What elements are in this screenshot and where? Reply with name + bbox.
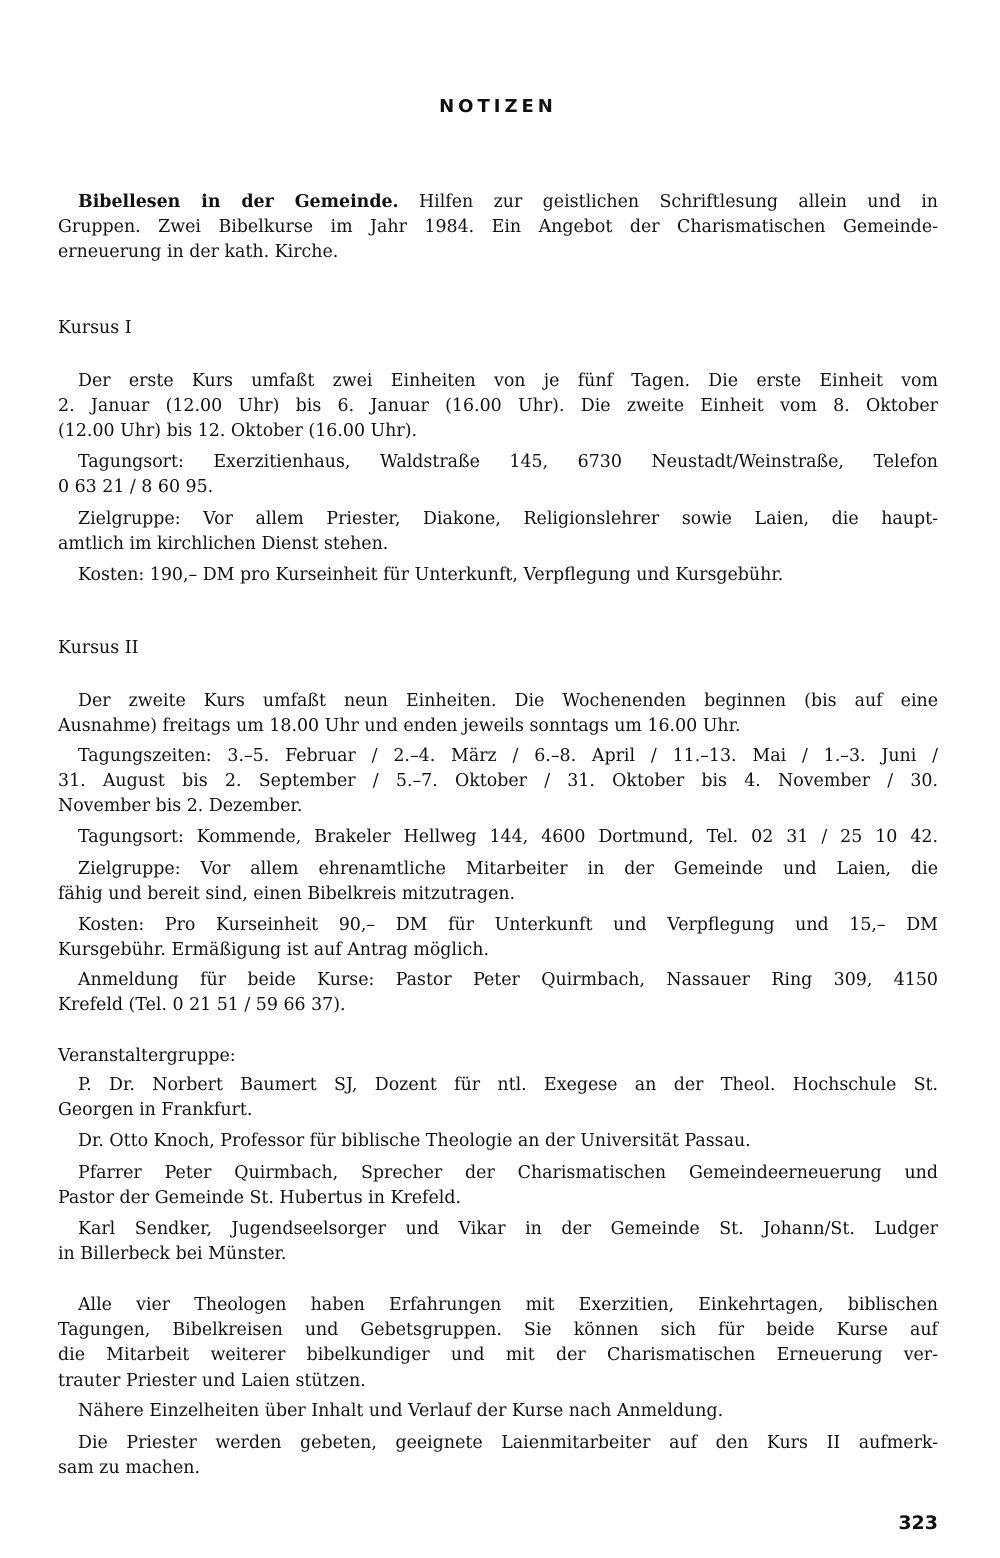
intro-paragraph: [78, 190, 938, 215]
k2-p5-first: Kosten: Pro Kurseinheit 90,– DM für Unterkunft und Verpflegung und 15,– DM: [78, 915, 938, 935]
c-p3-rest: sam zu machen.: [58, 1458, 201, 1478]
k2-p5-rest: Kursgebühr. Ermäßigung ist auf Antrag möglich.: [58, 940, 490, 960]
v-p3-first: Pfarrer Peter Quirmbach, Sprecher der Charismatischen Gemeindeerneuerung und: [78, 1163, 938, 1183]
kursus-2-heading: Kursus II: [58, 638, 139, 658]
k1-p2-first: Tagungsort: Exerzitienhaus, Waldstraße 145, 6730 Neustadt/Weinstraße, Telefon: [78, 452, 938, 472]
k2-p4-rest: fähig und bereit sind, einen Bibelkreis mitzutragen.: [58, 884, 516, 904]
k2-p2-first: Tagungszeiten: 3.–5. Februar / 2.–4. März / 6.–8. April / 11.–13. Mai / 1.–3. Juni /: [78, 746, 938, 766]
intro-lead: Bibellesen in der Gemeinde.: [78, 192, 399, 212]
c-p2: Nähere Einzelheiten über Inhalt und Verlauf der Kurse nach Anmeldung.: [78, 1401, 724, 1421]
intro-line-1: Bibellesen in der Gemeinde. Hilfen zur geistlichen Schriftlesung allein und in: [78, 192, 938, 212]
c-p3-first: Die Priester werden gebeten, geeignete Laienmitarbeiter auf den Kurs II aufmerk-: [78, 1433, 938, 1453]
k1-p1-first: Der erste Kurs umfaßt zwei Einheiten von je fünf Tagen. Die erste Einheit vom: [78, 371, 938, 391]
k2-p6-rest: Krefeld (Tel. 0 21 51 / 59 66 37).: [58, 995, 346, 1015]
page-title: NOTIZEN: [439, 96, 557, 117]
k1-p3-first: Zielgruppe: Vor allem Priester, Diakone, Religionslehrer sowie Laien, die haupt-: [78, 509, 938, 529]
k2-p2-rest: 31. August bis 2. September / 5.–7. Oktober / 31. Oktober bis 4. November / 30. November bis 2. Dezember.: [58, 771, 938, 817]
v-p3-rest: Pastor der Gemeinde St. Hubertus in Krefeld.: [58, 1188, 461, 1208]
page-number: 323: [898, 1512, 938, 1534]
k1-p1-rest: 2. Januar (12.00 Uhr) bis 6. Januar (16.00 Uhr). Die zweite Einheit vom 8. Oktober (12.00 Uhr) bis 12. Oktober (16.00 Uhr).: [58, 396, 938, 442]
kursus-1-heading: Kursus I: [58, 318, 132, 338]
v-p2: Dr. Otto Knoch, Professor für biblische Theologie an der Universität Passau.: [78, 1131, 751, 1151]
intro-paragraph-cont: [58, 215, 938, 266]
k1-p3-rest: amtlich im kirchlichen Dienst stehen.: [58, 534, 389, 554]
intro-line-2: Gruppen. Zwei Bibelkurse im Jahr 1984. Ein Angebot der Charismatischen Gemeinde-: [58, 217, 938, 237]
veranstalter-heading: Veranstaltergruppe:: [58, 1046, 236, 1066]
k2-p1-first: Der zweite Kurs umfaßt neun Einheiten. Die Wochenenden beginnen (bis auf eine: [78, 691, 938, 711]
c-p1-first: Alle vier Theologen haben Erfahrungen mit Exerzitien, Einkehrtagen, biblischen: [78, 1295, 938, 1315]
k2-p3: Tagungsort: Kommende, Brakeler Hellweg 144, 4600 Dortmund, Tel. 02 31 / 25 10 42.: [78, 827, 938, 847]
k1-p4: Kosten: 190,– DM pro Kurseinheit für Unterkunft, Verpflegung und Kursgebühr.: [78, 565, 784, 585]
c-p1-rest: Tagungen, Bibelkreisen und Gebetsgruppen. Sie können sich für beide Kurse auf die Mitarbeit weiterer bibelkundiger und mit der Charismatischen Erneuerung ver- trauter Priester und Laien stützen.: [58, 1320, 938, 1391]
v-p4-rest: in Billerbeck bei Münster.: [58, 1244, 287, 1264]
v-p1-first: P. Dr. Norbert Baumert SJ, Dozent für ntl. Exegese an der Theol. Hochschule St.: [78, 1075, 938, 1095]
v-p4-first: Karl Sendker, Jugendseelsorger und Vikar in der Gemeinde St. Johann/St. Ludger: [78, 1219, 938, 1239]
k2-p1-rest: Ausnahme) freitags um 18.00 Uhr und enden jeweils sonntags um 16.00 Uhr.: [58, 716, 741, 736]
k1-p2-rest: 0 63 21 / 8 60 95.: [58, 477, 214, 497]
v-p1-rest: Georgen in Frankfurt.: [58, 1100, 253, 1120]
k2-p6-first: Anmeldung für beide Kurse: Pastor Peter Quirmbach, Nassauer Ring 309, 4150: [78, 970, 938, 990]
intro-line-3: erneuerung in der kath. Kirche.: [58, 242, 339, 263]
k2-p4-first: Zielgruppe: Vor allem ehrenamtliche Mitarbeiter in der Gemeinde und Laien, die: [78, 859, 938, 879]
